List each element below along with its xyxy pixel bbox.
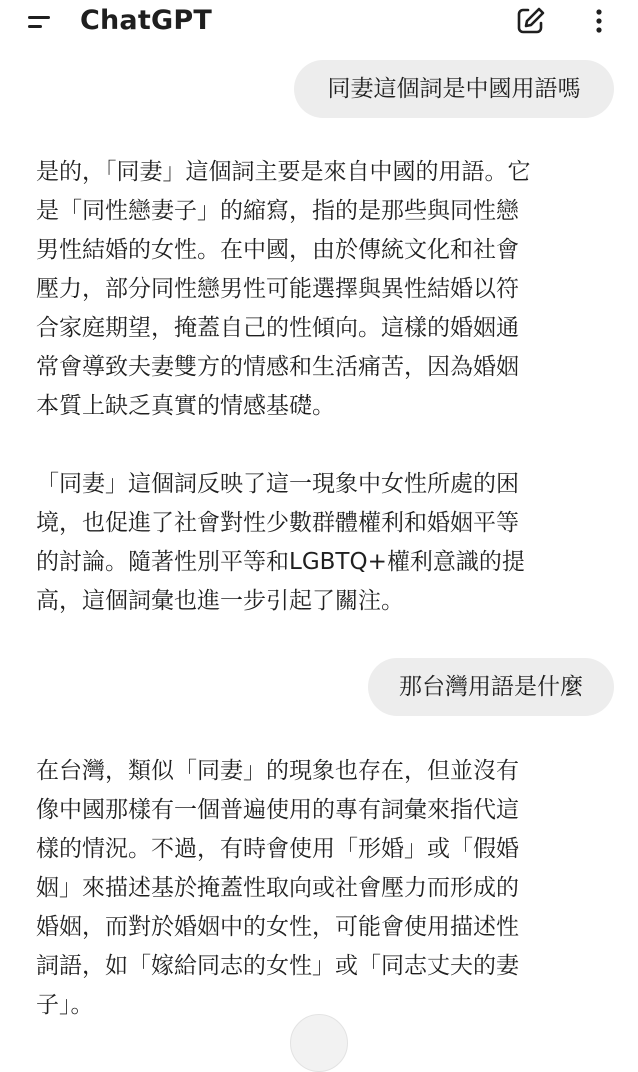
text-line: 合家庭期望，掩蓋自己的性傾向。這樣的婚姻通 [36, 315, 519, 341]
text-line: 高，這個詞彙也進一步引起了關注。 [36, 588, 404, 614]
text-line: 常會導致夫妻雙方的情感和生活痛苦，因為婚姻 [36, 354, 519, 380]
text-line: 是「同性戀妻子」的縮寫，指的是那些與同性戀 [36, 198, 519, 224]
text-line: 婚姻，而對於婚姻中的女性，可能會使用描述性 [36, 914, 519, 940]
assistant-paragraph [36, 752, 616, 1025]
edit-icon[interactable] [512, 4, 548, 38]
user-message-text: 同妻這個詞是中國用語嗎 [327, 76, 581, 102]
assistant-paragraph [36, 153, 616, 426]
text-line: 男性結婚的女性。在中國，由於傳統文化和社會 [36, 237, 519, 263]
user-message-bubble [294, 60, 614, 118]
text-line: 是的，「同妻」這個詞主要是來自中國的用語。它 [36, 159, 531, 185]
text-line: 「同妻」這個詞反映了這一現象中女性所處的困 [36, 471, 519, 497]
user-message-text: 那台灣用語是什麼 [399, 674, 583, 700]
more-vertical-icon[interactable] [584, 4, 614, 38]
text-line: 在台灣，類似「同妻」的現象也存在，但並沒有 [36, 758, 519, 784]
app-title: ChatGPT [80, 5, 212, 36]
text-line: 境，也促進了社會對性少數群體權利和婚姻平等 [36, 510, 519, 536]
text-line: 樣的情況。不過，有時會使用「形婚」或「假婚 [36, 836, 519, 862]
assistant-paragraph [36, 465, 616, 621]
text-line: 像中國那樣有一個普遍使用的專有詞彙來指代這 [36, 797, 519, 823]
text-line: 的討論。隨著性別平等和LGBTQ+權利意識的提 [36, 549, 525, 575]
assistant-message [36, 153, 616, 621]
scroll-down-button[interactable] [290, 1014, 348, 1072]
menu-icon[interactable] [22, 6, 58, 38]
text-line: 子」。 [36, 992, 94, 1018]
text-line: 本質上缺乏真實的情感基礎。 [36, 393, 335, 419]
user-message-bubble [368, 658, 614, 716]
assistant-message [36, 752, 616, 1025]
text-line: 壓力，部分同性戀男性可能選擇與異性結婚以符 [36, 276, 519, 302]
text-line: 姻」來描述基於掩蓋性取向或社會壓力而形成的 [36, 875, 519, 901]
top-bar [0, 0, 638, 44]
text-line: 詞語，如「嫁給同志的女性」或「同志丈夫的妻 [36, 953, 519, 979]
